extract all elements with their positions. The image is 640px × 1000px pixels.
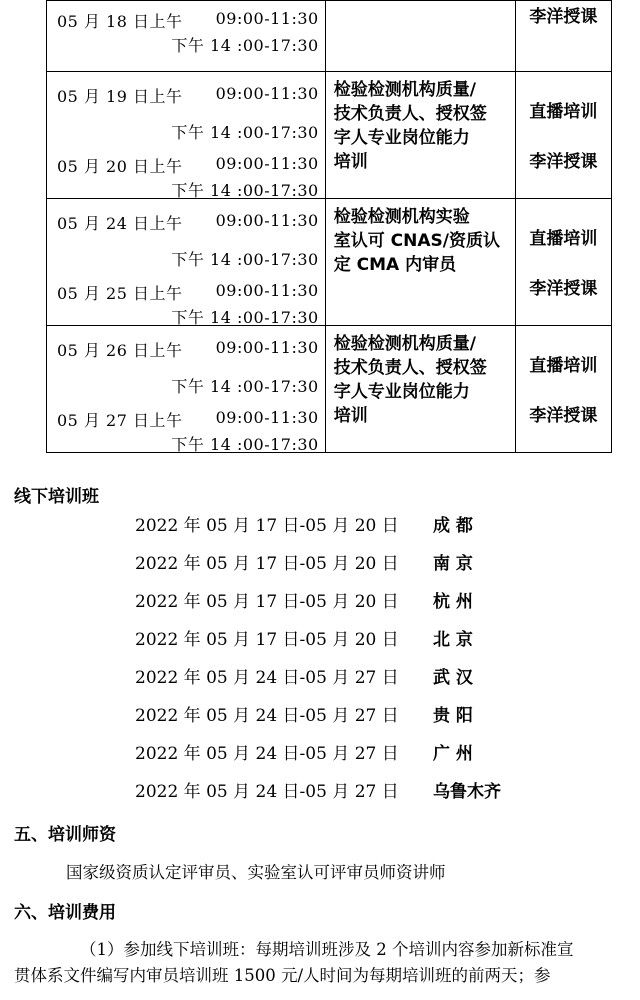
mode-label: 直播培训 bbox=[529, 102, 598, 122]
schedule-course-cell bbox=[325, 326, 515, 453]
schedule-time-cell bbox=[47, 199, 326, 326]
course-line: 室认可 CNAS/资质认 bbox=[333, 231, 500, 251]
offline-row bbox=[135, 701, 473, 726]
mode-label: 李洋授课 bbox=[529, 7, 598, 27]
schedule-time-line bbox=[47, 209, 325, 232]
offline-row bbox=[135, 511, 473, 536]
schedule-row bbox=[47, 199, 612, 326]
schedule-date: 05 月 20 日上午 bbox=[57, 157, 183, 176]
section6-line2: 贯体系文件编写内审员培训班 1500 元/人时间为每期培训班的前两天；参 bbox=[14, 966, 551, 985]
offline-row bbox=[135, 549, 473, 574]
schedule-course-cell bbox=[325, 1, 515, 72]
schedule-mode-cell bbox=[515, 326, 611, 453]
schedule-time: 09:00-11:30 bbox=[215, 84, 319, 103]
schedule-time-line bbox=[47, 406, 325, 429]
schedule-date: 05 月 25 日上午 bbox=[57, 284, 183, 303]
schedule-time: 09:00-11:30 bbox=[215, 154, 319, 173]
schedule-time: 09:00-11:30 bbox=[215, 281, 319, 300]
section5-text: 国家级资质认定评审员、实验室认可评审员师资讲师 bbox=[66, 863, 446, 882]
schedule-date: 05 月 18 日上午 bbox=[57, 12, 183, 31]
offline-row bbox=[135, 777, 501, 802]
offline-dates: 2022 年 05 月 24 日-05 月 27 日 bbox=[135, 706, 399, 726]
schedule-time-cell bbox=[47, 326, 326, 453]
mode-label: 李洋授课 bbox=[529, 279, 598, 299]
course-line: 培训 bbox=[333, 152, 368, 172]
offline-dates: 2022 年 05 月 24 日-05 月 27 日 bbox=[135, 744, 399, 764]
schedule-time: 09:00-11:30 bbox=[215, 211, 319, 230]
course-line: 定 CMA 内审员 bbox=[333, 255, 457, 275]
offline-city: 武 汉 bbox=[433, 668, 473, 688]
offline-row bbox=[135, 587, 473, 612]
schedule-time-line bbox=[47, 118, 325, 141]
schedule-time: 09:00-11:30 bbox=[215, 338, 319, 357]
schedule-time-line bbox=[47, 176, 325, 199]
mode-label: 李洋授课 bbox=[529, 406, 598, 426]
schedule-time: 下午 14 :00-17:30 bbox=[171, 377, 319, 396]
section5-heading: 五、培训师资 bbox=[14, 825, 116, 845]
schedule-mode-cell bbox=[515, 1, 611, 72]
offline-city: 广 州 bbox=[433, 744, 473, 764]
mode-label: 直播培训 bbox=[529, 356, 598, 376]
course-line: 检验检测机构质量/ bbox=[333, 334, 476, 354]
schedule-row bbox=[47, 72, 612, 199]
schedule-course-cell bbox=[325, 199, 515, 326]
schedule-time-cell bbox=[47, 1, 326, 72]
section6-line1: （1）参加线下培训班：每期培训班涉及 2 个培训内容参加新标准宣 bbox=[80, 940, 574, 959]
schedule-time: 下午 14 :00-17:30 bbox=[171, 308, 319, 327]
schedule-date: 05 月 27 日上午 bbox=[57, 411, 183, 430]
mode-label: 直播培训 bbox=[529, 229, 598, 249]
schedule-time: 下午 14 :00-17:30 bbox=[171, 435, 319, 454]
course-line: 检验检测机构质量/ bbox=[333, 80, 476, 100]
schedule-course-cell bbox=[325, 72, 515, 199]
schedule-time: 下午 14 :00-17:30 bbox=[171, 181, 319, 200]
schedule-time: 下午 14 :00-17:30 bbox=[171, 123, 319, 142]
offline-city: 杭 州 bbox=[433, 592, 473, 612]
schedule-date: 05 月 19 日上午 bbox=[57, 87, 183, 106]
schedule-time: 09:00-11:30 bbox=[215, 408, 319, 427]
schedule-mode-cell bbox=[515, 199, 611, 326]
offline-city: 成 都 bbox=[433, 516, 473, 536]
schedule-table bbox=[46, 0, 612, 453]
schedule-time-line bbox=[47, 7, 325, 30]
schedule-mode-cell bbox=[515, 72, 611, 199]
course-line: 技术负责人、授权签 bbox=[333, 104, 487, 124]
schedule-time: 下午 14 :00-17:30 bbox=[171, 36, 319, 55]
schedule-time: 09:00-11:30 bbox=[215, 9, 319, 28]
offline-row bbox=[135, 625, 473, 650]
offline-row bbox=[135, 739, 473, 764]
offline-dates: 2022 年 05 月 24 日-05 月 27 日 bbox=[135, 782, 399, 802]
section6-heading: 六、培训费用 bbox=[14, 903, 116, 923]
schedule-time-line bbox=[47, 245, 325, 268]
schedule-date: 05 月 24 日上午 bbox=[57, 214, 183, 233]
course-line: 技术负责人、授权签 bbox=[333, 358, 487, 378]
offline-dates: 2022 年 05 月 24 日-05 月 27 日 bbox=[135, 668, 399, 688]
offline-dates: 2022 年 05 月 17 日-05 月 20 日 bbox=[135, 630, 399, 650]
schedule-time-line bbox=[47, 82, 325, 105]
schedule-time-cell bbox=[47, 72, 326, 199]
schedule-time: 下午 14 :00-17:30 bbox=[171, 250, 319, 269]
schedule-time-line bbox=[47, 279, 325, 302]
schedule-time-line bbox=[47, 336, 325, 359]
offline-city: 南 京 bbox=[433, 554, 473, 574]
schedule-row bbox=[47, 1, 612, 72]
course-line: 字人专业岗位能力 bbox=[333, 128, 470, 148]
course-line: 培训 bbox=[333, 406, 368, 426]
mode-label: 李洋授课 bbox=[529, 152, 598, 172]
schedule-time-line bbox=[47, 152, 325, 175]
offline-dates: 2022 年 05 月 17 日-05 月 20 日 bbox=[135, 516, 399, 536]
offline-dates: 2022 年 05 月 17 日-05 月 20 日 bbox=[135, 554, 399, 574]
schedule-time-line bbox=[47, 372, 325, 395]
offline-city: 乌鲁木齐 bbox=[433, 782, 501, 802]
course-line: 字人专业岗位能力 bbox=[333, 382, 470, 402]
schedule-time-line bbox=[47, 430, 325, 453]
offline-row bbox=[135, 663, 473, 688]
offline-heading: 线下培训班 bbox=[14, 487, 99, 507]
offline-dates: 2022 年 05 月 17 日-05 月 20 日 bbox=[135, 592, 399, 612]
schedule-time-line bbox=[47, 31, 325, 54]
schedule-time-line bbox=[47, 303, 325, 326]
schedule-date: 05 月 26 日上午 bbox=[57, 341, 183, 360]
course-line: 检验检测机构实验 bbox=[333, 207, 470, 227]
offline-city: 北 京 bbox=[433, 630, 473, 650]
offline-city: 贵 阳 bbox=[433, 706, 473, 726]
schedule-row bbox=[47, 326, 612, 453]
